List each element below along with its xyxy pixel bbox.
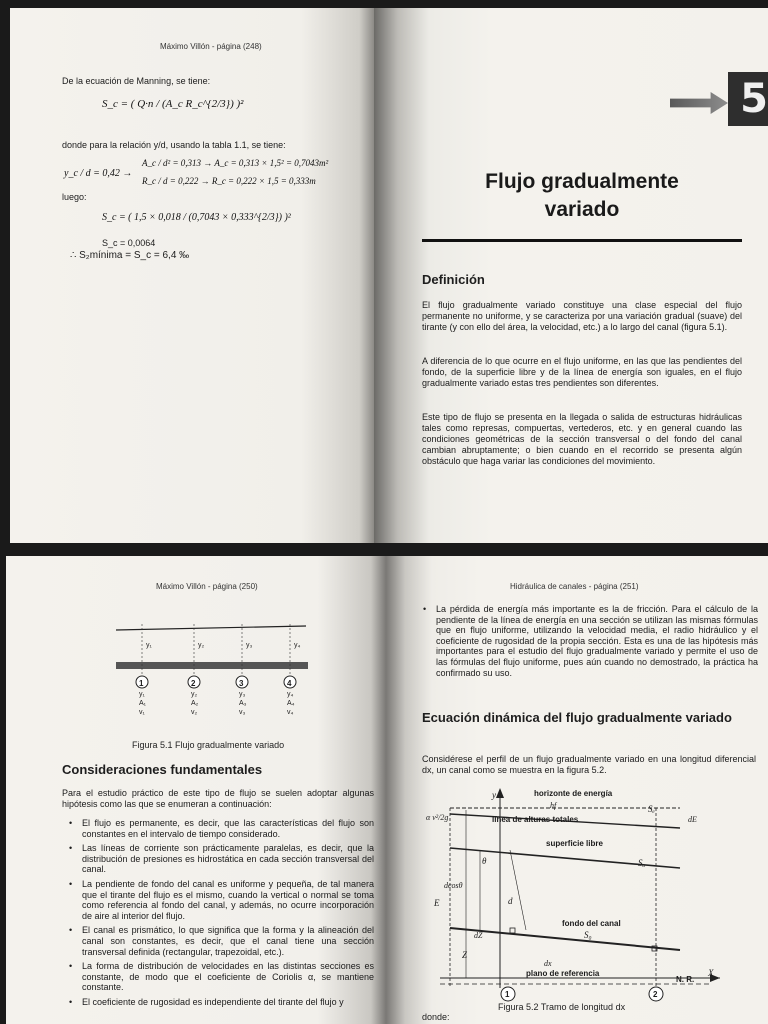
list-item: • La pendiente de fondo del canal es uniforme y pequeña, de tal manera que el tirante del flujo es el mismo, cuando la vertical o normal se toma como referencia al fondo del canal, y además, no ocurre incorporación de aire al interior del flujo. [68,879,374,921]
consideraciones-heading: Consideraciones fundamentales [62,762,263,777]
page-251 [386,556,768,1024]
fig-theta-label: θ [482,856,487,866]
section-1-ytop: y₁ [146,642,152,649]
definicion-para-3: Este tipo de flujo se presenta en la llegada o salida de estructuras hidráulicas tales como represas, compuertas, vertederos, etc. y en general cuando las condiciones geométricas de la sección transversal o del fondo del canal cambian abruptamente; o bien cuando en el recorrido se presenta algún obstáculo que haga variar las condiciones del movimiento. [422,412,742,466]
chapter-title-line1: Flujo gradualmente [485,170,679,193]
fig-alpha-label: α v²/2g [426,813,449,822]
conclusion: ∴ S₂mínima = S_c = 6,4 ‰ [70,250,190,261]
section-2-num: 2 [191,679,196,688]
fig-x-axis-label: X [708,968,714,978]
page-header: Hidráulica de canales - página (251) [510,582,639,591]
chapter-title-line2: variado [544,198,620,221]
chapter-number-badge: 5 [728,72,768,126]
area-equation: A_c / d² = 0,313 → A_c = 0,313 × 1,5² = 0,7043m² [142,158,329,168]
ecuacion-heading: Ecuación dinámica del flujo gradualmente variado [422,710,732,725]
fig-fondo-label: fondo del canal [562,919,621,928]
fig-linea-label: línea de alturas totales [492,815,579,824]
yc-equation: y_c / d = 0,42 → [64,168,133,179]
chapter-arrow-icon [670,92,728,114]
fig-horizonte-label: horizonte de energía [534,789,613,798]
list-item: • La pérdida de energía más importante es la de fricción. Para el cálculo de la pendiente de la línea de energía en una sección se utilizan las mismas fórmulas que en flujo uniforme, utilizando la velocidad media, el radio hidráulico y el coeficiente de rugosidad de la propia sección. Esta es una de las hipótesis más importantes para el estudio del flujo gradualmente variado y permite el uso de las fórmulas del flujo uniforme, pues aún cuando no demostrado, la práctica ha confirmado su uso. [422,604,758,678]
sc-equation: S_c = ( 1,5 × 0,018 / (0,7043 × 0,333^{2/3}) )² [102,212,291,223]
fig-hf-label: hf [550,801,557,810]
page-250 [6,556,386,1024]
fig-plano-label: plano de referencia [526,969,600,978]
manning-equation: S_c = ( Q·n / (A_c R_c^{2/3}) )² [102,98,244,110]
luego-label: luego: [62,192,87,202]
definicion-heading: Definición [422,272,485,287]
section-4-ytop: y₄ [294,642,301,649]
fig-z-label: Z [462,950,468,960]
list-item: • El canal es prismático, lo que significa que la forma y la alineación del canal son constantes, es decir, que el canal tiene una sección transversal definida (rectangular, trapezoidal, etc.). [68,925,374,957]
fig-d-label: d [508,896,513,906]
section-4-num: 4 [287,679,292,688]
fig-dcos-label: dcosθ [444,881,463,890]
consideraciones-intro: Para el estudio práctico de este tipo de flujo se suelen adoptar algunas hipótesis como las que se enumeran a continuación: [62,788,374,809]
figure-5-1 [106,616,316,726]
fig-y-axis-label: y [492,790,496,800]
fig-so-label: S₀ [584,930,592,940]
title-divider [422,239,742,242]
fig-de-label: dE [688,815,697,824]
figure-5-2-caption: Figura 5.2 Tramo de longitud dx [498,1002,626,1012]
list-item: • Las líneas de corriente son prácticamente paralelas, es decir, que la distribución de presiones es hidrostática en cada sección transversal del canal. [68,843,374,875]
hipotesis-list [68,818,374,1012]
figure-5-1-caption: Figura 5.1 Flujo gradualmente variado [132,740,285,750]
fig-dz-label: dZ [474,931,483,940]
fig-nr-label: N. R. [676,975,695,984]
fig-section-1: 1 [505,990,510,999]
manning-intro: De la ecuación de Manning, se tiene: [62,76,211,86]
page-248 [10,8,374,543]
section-1-vars: y₁ A₁ v₁ [139,691,147,716]
section-3-num: 3 [239,679,244,688]
section-1-num: 1 [139,679,144,688]
definicion-para-1: El flujo gradualmente variado constituye una clase especial del flujo permanente no uniforme, y se caracteriza por una variación gradual (suave) del tirante (y con ello del área, la velocidad, etc.) a lo largo del canal (figura 5.1). [422,300,742,332]
fig-dx-label: dx [544,959,552,968]
section-4-vars: y₄ A₄ v₄ [287,691,295,716]
relation-text: donde para la relación y/d, usando la tabla 1.1, se tiene: [62,140,286,150]
list-item: • El flujo es permanente, es decir, que las características del flujo son constantes en el intervalo de tiempo considerado. [68,818,374,839]
sc-value: S_c = 0,0064 [102,238,156,248]
friccion-list [422,604,758,682]
donde-label: donde: [422,1012,450,1022]
section-2-vars: y₂ A₂ v₂ [191,691,199,716]
section-3-vars: y₃ A₃ v₃ [239,691,247,716]
list-item: • El coeficiente de rugosidad es independiente del tirante del flujo y [68,997,374,1008]
radius-equation: R_c / d = 0,222 → R_c = 0,222 × 1,5 = 0,333m [142,176,316,186]
fig-superficie-label: superficie libre [546,839,603,848]
chapter-title [422,168,742,224]
section-3-ytop: y₃ [246,642,253,649]
ecuacion-intro: Considérese el perfil de un flujo gradualmente variado en una longitud diferencial dx, un canal como se muestra en la figura 5.2. [422,754,756,775]
fig-section-2: 2 [653,990,658,999]
page-249 [374,8,768,543]
page-header: Máximo Villón - página (250) [156,582,258,591]
fig-sa-label: Sₐ [638,858,646,868]
list-item: • La forma de distribución de velocidades en las distintas secciones es constante, de modo que el coeficiente de Coriolis α, se mantiene constante. [68,961,374,993]
fig-e-label: E [434,898,440,908]
fig-se-label: Sₑ [648,804,655,814]
page-header: Máximo Villón - página (248) [160,42,262,51]
section-2-ytop: y₂ [198,642,205,649]
definicion-para-2: A diferencia de lo que ocurre en el flujo uniforme, en las que las pendientes del fondo, de la superficie libre y de la línea de energía son iguales, en el flujo gradualmente variado estas tres pendientes son diferentes. [422,356,742,388]
